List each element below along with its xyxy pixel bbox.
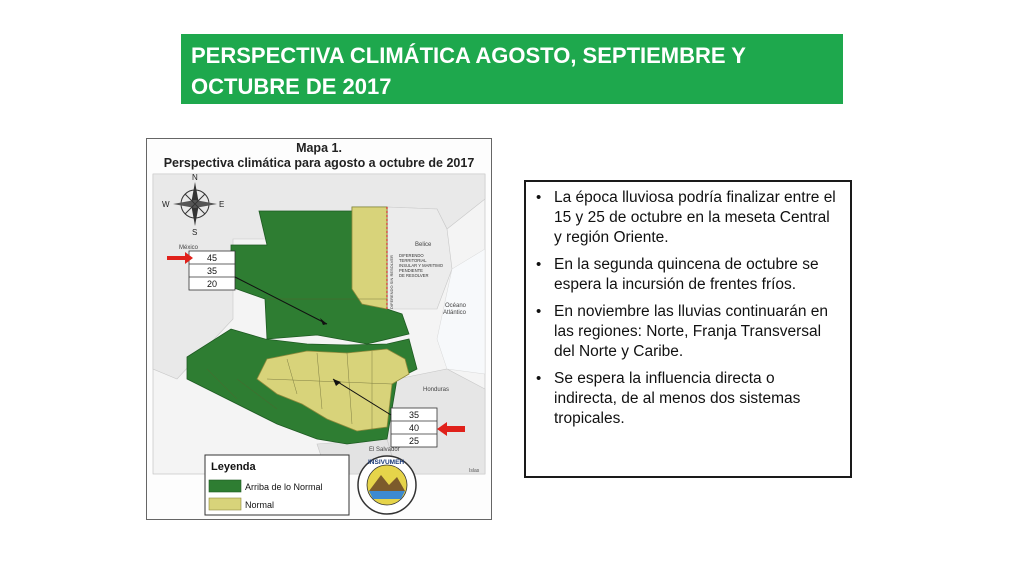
label-oceano: Océano [445,303,467,309]
south-table-row-2: 40 [409,423,420,433]
legend-swatch-normal [209,498,241,510]
bullet-dot: • [536,370,542,387]
climate-map-figure [146,138,492,520]
label-honduras: Honduras [423,387,450,393]
bullet-item-1 [534,188,840,248]
bullet-dot: • [536,303,542,320]
insivumeh-logo [358,456,416,514]
bullet-text-3: En noviembre las lluvias continuarán en las regiones: Norte, Franja Transversal del Norte y Caribe. [554,303,828,360]
guatemala-map [147,139,491,519]
label-mexico: México [179,245,199,251]
label-el-salvador: El Salvador [369,447,400,453]
bullet-item-2 [534,255,840,295]
map-legend [205,455,349,515]
bullet-text-2: En la segunda quincena de octubre se espera la incursión de frentes fríos. [554,256,819,293]
legend-label-normal: Normal [245,500,275,510]
climate-outlook-bullets [524,180,852,478]
label-atlantico: Atlántico [443,310,467,316]
bullet-item-4 [534,369,840,429]
south-table-row-3: 25 [409,436,420,446]
map-title: Perspectiva climática para agosto a octubre de 2017 [163,156,475,170]
slide-title-line-2: OCTUBRE DE 2017 [191,74,392,99]
svg-text:DE RESOLVER: DE RESOLVER [399,273,429,278]
north-table-row-3: 20 [207,279,218,289]
svg-text:PENDIENTE: PENDIENTE [399,268,423,273]
label-islas: Islas [469,468,480,474]
compass-n: N [192,173,198,182]
north-table-row-1: 45 [207,253,218,263]
bullet-dot: • [536,256,542,273]
compass-s: S [192,228,198,237]
zone-normal-east-peten [352,207,387,309]
svg-text:TERRITORIAL: TERRITORIAL [399,258,427,263]
south-table-row-1: 35 [409,410,420,420]
svg-text:INSULAR Y MARITIMO: INSULAR Y MARITIMO [399,263,444,268]
slide-title-line-1: PERSPECTIVA CLIMÁTICA AGOSTO, SEPTIEMBRE Y [191,43,746,68]
legend-label-above-normal: Arriba de lo Normal [245,482,323,492]
label-belice: Belice [415,242,432,248]
compass-e: E [219,200,225,209]
border-vertical-text: DIFERENDO SIN RESOLVER [389,255,394,309]
north-table-row-2: 35 [207,266,218,276]
compass-w: W [162,200,170,209]
slide-title-banner [181,34,843,104]
bullet-text-1: La época lluviosa podría finalizar entre el 15 y 25 de octubre en la meseta Central y región Oriente. [554,189,836,246]
legend-swatch-above-normal [209,480,241,492]
map-number: Mapa 1. [296,141,342,155]
bullet-list [534,188,840,429]
bullet-dot: • [536,189,542,206]
legend-title: Leyenda [211,461,256,473]
bullet-item-3 [534,302,840,362]
logo-text: INSIVUMEH [368,459,405,466]
svg-text:DIFERENDO: DIFERENDO [399,253,424,258]
bullet-text-4: Se espera la influencia directa o indirecta, de al menos dos sistemas tropicales. [554,370,801,427]
